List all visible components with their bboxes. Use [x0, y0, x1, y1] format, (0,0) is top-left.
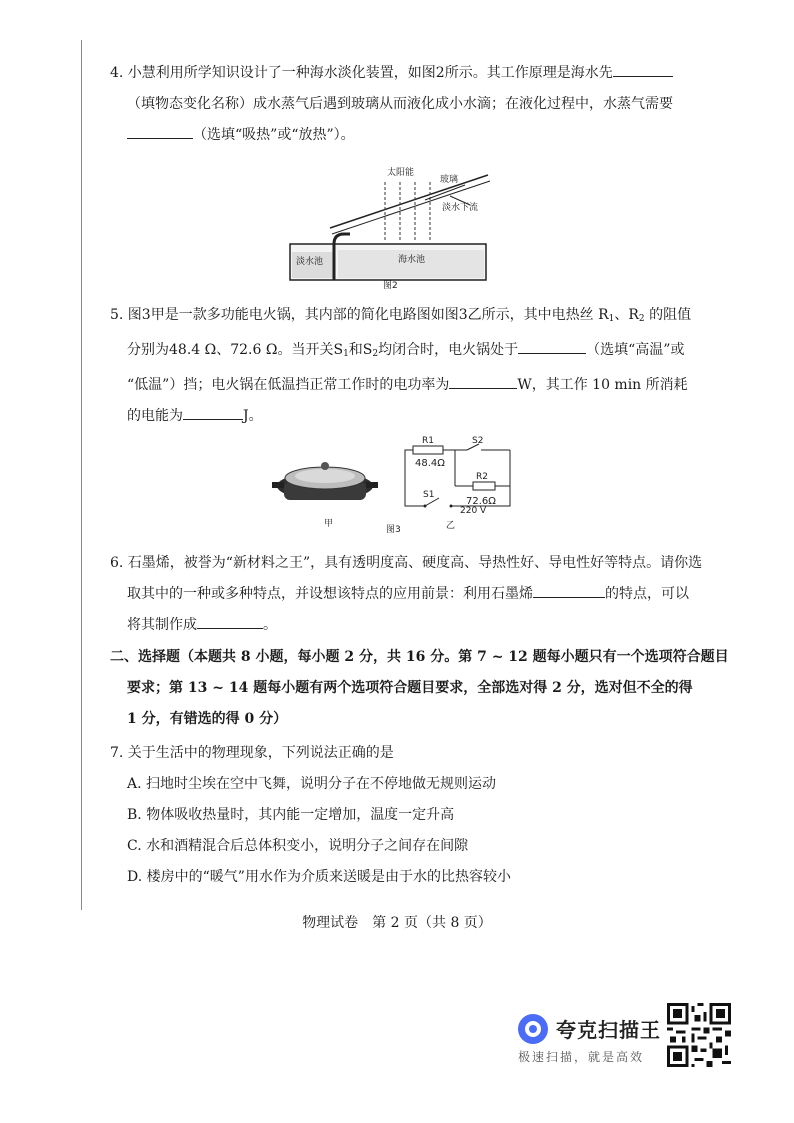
fig2-caption: 图2 [383, 281, 398, 291]
fig3-r1-label: R1 [422, 436, 434, 446]
fig2-freshwater-pool-label: 淡水池 [296, 257, 324, 267]
section-2-instructions: 二、选择题（本题共 8 小题，每小题 2 分，共 16 分。第 7 ~ 12 题每小题只有一个选项符合题目 要求；第 13 ~ 14 题每小题有两个选项符合题目要求，全部选对得 2 分，选对但不全的得 1 分，有错选的得 0 分） [110, 649, 729, 727]
answer-blank-6-2[interactable] [197, 614, 263, 629]
figure-3-hotpot-image [270, 452, 380, 512]
fig3-label-yi: 乙 [446, 521, 456, 531]
answer-blank-4-1[interactable] [613, 62, 673, 77]
option-a[interactable]: A. 扫地时尘埃在空中飞舞，说明分子在不停地做无规则运动 [127, 776, 497, 792]
question-6: 6. 石墨烯，被誉为“新材料之王”，具有透明度高、硬度高、导热性好、导电性好等特点。请你选 取其中的一种或多种特点，并设想该特点的应用前景：利用石墨烯 的特点，可以 将其制作成 。 [110, 555, 703, 633]
fig3-r2-value: 72.6Ω [466, 496, 496, 507]
fig3-voltage-label: 220 V [460, 506, 487, 516]
fig3-s1-label: S1 [423, 490, 435, 500]
brand-name: 夸克扫描王 [556, 1018, 661, 1042]
option-d[interactable]: D. 楼房中的“暖气”用水作为介质来送暖是由于水的比热容较小 [127, 869, 511, 885]
question-4: 4. 小慧利用所学知识设计了一种海水淡化装置，如图2所示。其工作原理是海水先 （填物态变化名称）成水蒸气后遇到玻璃从而液化成小水滴；在液化过程中，水蒸气需要 （选填“吸热”或“放热”）。 [110, 58, 670, 151]
figure-2-desalination-diagram [280, 160, 500, 290]
fig3-s2-label: S2 [472, 436, 484, 446]
answer-blank-5-3[interactable] [183, 405, 243, 420]
fig2-seawater-pool-label: 海水池 [398, 255, 426, 265]
page-footer: 物理试卷 第 2 页（共 8 页） [302, 915, 492, 931]
fig2-solar-label: 太阳能 [387, 168, 415, 178]
question-5: 5. 图3甲是一款多功能电火锅，其内部的简化电路图如图3乙所示，其中电热丝 $R_1$、$R_2$ 的阻值 分别为48.4 Ω、72.6 Ω。当开关$S_1$和$S_2$均闭合时，电火锅处于 （选填“高温”或 “低温”）挡；电火锅在低温挡正常工作时的电功率为 W，其工作 10 min 所消耗 的电能为 J。 [110, 307, 692, 424]
question-7: 7. 关于生活中的物理现象，下列说法正确的是 A. 扫地时尘埃在空中飞舞，说明分子在不停地做无规则运动 B. 物体吸收热量时，其内能一定增加，温度一定升高 C. 水和酒精混合后总体积变小，说明分子之间存在间隙 D. 楼房中的“暖气”用水作为介质来送暖是由于水的比热容较小 [110, 738, 670, 893]
fig3-r2-label: R2 [476, 472, 488, 482]
fig3-caption: 图3 [386, 525, 401, 535]
fig2-glass-label: 玻璃 [440, 175, 459, 185]
quark-logo-icon [516, 1012, 550, 1046]
answer-blank-6-1[interactable] [533, 583, 605, 598]
binding-margin-line [81, 40, 82, 910]
answer-blank-5-2[interactable] [449, 374, 517, 389]
fig3-r1-value: 48.4Ω [415, 458, 445, 469]
fig2-freshwater-flow-label: 淡水下流 [442, 203, 479, 213]
answer-blank-5-1[interactable] [518, 339, 586, 354]
qr-code-icon [667, 1003, 731, 1067]
answer-blank-4-2[interactable] [127, 124, 193, 139]
brand-slogan: 极速扫描，就是高效 [518, 1050, 645, 1064]
fig3-label-jia: 甲 [324, 519, 334, 529]
option-c[interactable]: C. 水和酒精混合后总体积变小，说明分子之间存在间隙 [127, 838, 469, 854]
option-b[interactable]: B. 物体吸收热量时，其内能一定增加，温度一定升高 [127, 807, 455, 823]
